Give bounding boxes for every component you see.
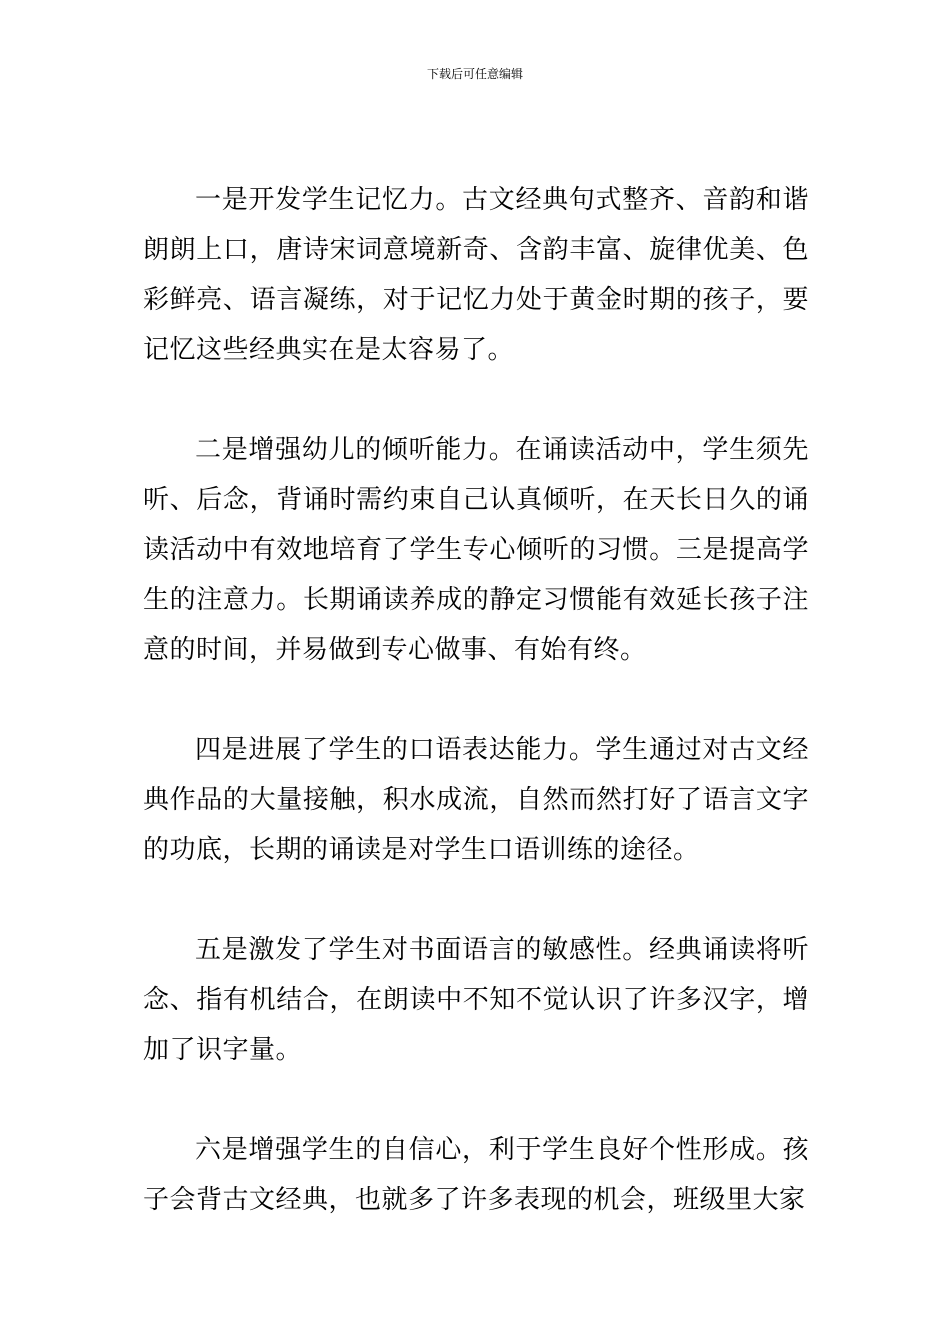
paragraph-2: 二是增强幼儿的倾听能力。在诵读活动中，学生须先听、后念，背诵时需约束自己认真倾听，在天长日久的诵读活动中有效地培育了学生专心倾听的习惯。三是提高学生的注意力。长期诵读养成的静定习惯能有效延长孩子注意的时间，并易做到专心做事、有始有终。 (143, 435, 809, 665)
paragraph-5: 六是增强学生的自信心，利于学生良好个性形成。孩子会背古文经典，也就多了许多表现的机会，班级里大家 (143, 1135, 809, 1215)
paragraph-3: 四是进展了学生的口语表达能力。学生通过对古文经典作品的大量接触，积水成流，自然而然打好了语言文字的功底，长期的诵读是对学生口语训练的途径。 (143, 735, 809, 865)
paragraph-4: 五是激发了学生对书面语言的敏感性。经典诵读将听念、指有机结合，在朗读中不知不觉认识了许多汉字，增加了识字量。 (143, 935, 809, 1065)
paragraph-1: 一是开发学生记忆力。古文经典句式整齐、音韵和谐朗朗上口，唐诗宋词意境新奇、含韵丰富、旋律优美、色彩鲜亮、语言凝练，对于记忆力处于黄金时期的孩子，要记忆这些经典实在是太容易了。 (143, 185, 809, 365)
document-body (143, 175, 809, 1225)
page-header-note: 下载后可任意编辑 (426, 67, 523, 81)
